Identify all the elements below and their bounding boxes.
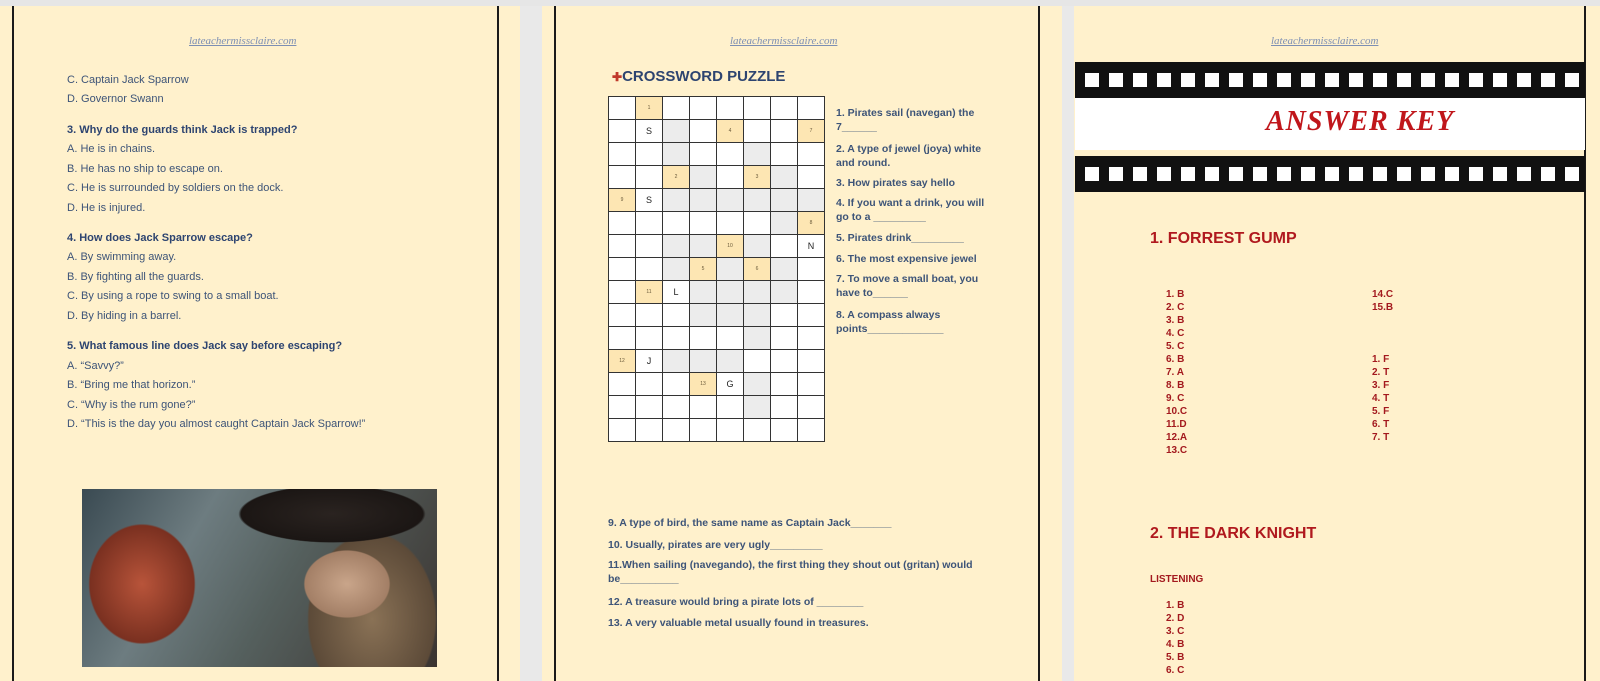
grid-cell[interactable] [744, 143, 771, 166]
grid-cell[interactable] [744, 235, 771, 258]
answer-item: 11.D [1166, 419, 1187, 430]
grid-cell[interactable] [771, 166, 798, 189]
grid-cell[interactable] [798, 327, 825, 350]
crossword-grid[interactable] [608, 96, 825, 442]
question-heading: 5. What famous line does Jack say before escaping? [67, 340, 343, 352]
grid-cell[interactable] [798, 350, 825, 373]
grid-cell[interactable] [798, 97, 825, 120]
grid-cell[interactable] [771, 419, 798, 442]
page-1-left-border [12, 6, 14, 681]
grid-cell[interactable] [609, 166, 636, 189]
grid-cell[interactable] [636, 396, 663, 419]
grid-cell[interactable] [609, 235, 636, 258]
grid-cell[interactable] [609, 304, 636, 327]
answer-item: 2. T [1372, 367, 1390, 378]
grid-cell[interactable] [663, 235, 690, 258]
grid-cell[interactable] [717, 350, 744, 373]
grid-letter-cell[interactable]: N [798, 235, 825, 258]
grid-number-cell[interactable]: 3 [744, 166, 771, 189]
page-1-right-border [497, 6, 499, 681]
crossword-clue: 12. A treasure would bring a pirate lots of ________ [608, 596, 864, 608]
grid-cell[interactable] [690, 419, 717, 442]
grid-cell[interactable] [744, 350, 771, 373]
grid-cell[interactable] [690, 212, 717, 235]
answers-forrest-gump-left [1166, 288, 1187, 457]
grid-cell[interactable] [636, 373, 663, 396]
answer-item: 6. T [1372, 419, 1390, 430]
grid-cell[interactable] [609, 120, 636, 143]
answer-option: B. “Bring me that horizon.” [67, 379, 196, 391]
grid-cell[interactable] [690, 189, 717, 212]
grid-number-cell[interactable]: 2 [663, 166, 690, 189]
answer-option: A. “Savvy?” [67, 360, 124, 372]
grid-cell[interactable] [663, 143, 690, 166]
crossword-clue: 6. The most expensive jewel [836, 253, 977, 265]
crossword-clue: 3. How pirates say hello [836, 177, 956, 189]
listening-label: LISTENING [1150, 574, 1204, 585]
grid-number-cell[interactable]: 4 [717, 120, 744, 143]
grid-cell[interactable] [798, 419, 825, 442]
grid-cell[interactable] [609, 373, 636, 396]
grid-cell[interactable] [717, 327, 744, 350]
answer-item: 1. B [1166, 600, 1185, 611]
answer-item: 3. F [1372, 380, 1390, 391]
grid-cell[interactable] [717, 143, 744, 166]
page-gutter [520, 6, 542, 681]
grid-cell[interactable] [636, 304, 663, 327]
question-heading: 3. Why do the guards think Jack is trapped? [67, 124, 298, 136]
answer-item: 10.C [1166, 406, 1188, 417]
answer-item: 15.B [1372, 302, 1394, 313]
answer-item: 5. C [1166, 341, 1185, 352]
crossword-clue: 10. Usually, pirates are very ugly_________ [608, 539, 823, 551]
grid-cell[interactable] [663, 258, 690, 281]
grid-cell[interactable] [609, 258, 636, 281]
crossword-clue: 2. A type of jewel (joya) white and round. [836, 143, 982, 169]
grid-number-cell[interactable]: 5 [690, 258, 717, 281]
grid-cell[interactable] [690, 143, 717, 166]
grid-cell[interactable] [609, 396, 636, 419]
grid-cell[interactable] [690, 304, 717, 327]
grid-cell[interactable] [771, 97, 798, 120]
answer-item: 4. C [1166, 328, 1185, 339]
grid-cell[interactable] [744, 97, 771, 120]
answer-item: 13.C [1166, 445, 1188, 456]
grid-cell[interactable] [771, 143, 798, 166]
page-2-right-border [1038, 6, 1040, 681]
grid-cell[interactable] [636, 212, 663, 235]
grid-cell[interactable] [690, 396, 717, 419]
grid-cell[interactable] [609, 212, 636, 235]
grid-cell[interactable] [744, 373, 771, 396]
crossword-clue: 4. If you want a drink, you will go to a _________ [836, 197, 985, 223]
film-strip-bottom [1075, 156, 1585, 192]
grid-cell[interactable] [636, 419, 663, 442]
page-gutter [1062, 6, 1074, 681]
grid-cell[interactable] [663, 350, 690, 373]
grid-cell[interactable] [771, 235, 798, 258]
grid-cell[interactable] [771, 120, 798, 143]
answer-item: 14.C [1372, 289, 1394, 300]
answer-option: A. He is in chains. [67, 143, 156, 155]
grid-cell[interactable] [663, 212, 690, 235]
crossword-clue: 5. Pirates drink_________ [836, 232, 964, 244]
answer-option: A. By swimming away. [67, 251, 177, 263]
crossword-clue: 13. A very valuable metal usually found in treasures. [608, 617, 869, 629]
answer-item: 12.A [1166, 432, 1188, 443]
grid-letter-cell[interactable]: S [636, 189, 663, 212]
grid-cell[interactable] [609, 419, 636, 442]
question-heading: 4. How does Jack Sparrow escape? [67, 232, 253, 244]
grid-number-cell[interactable]: 11 [636, 281, 663, 304]
answer-item: 1. F [1372, 354, 1390, 365]
grid-cell[interactable] [771, 212, 798, 235]
grid-cell[interactable] [609, 97, 636, 120]
grid-cell[interactable] [744, 281, 771, 304]
grid-cell[interactable] [690, 350, 717, 373]
answer-item: 6. C [1166, 665, 1185, 676]
film-strip-top [1075, 62, 1585, 98]
grid-cell[interactable] [771, 304, 798, 327]
grid-cell[interactable] [771, 350, 798, 373]
grid-cell[interactable] [744, 327, 771, 350]
grid-cell[interactable] [744, 396, 771, 419]
grid-cell[interactable] [744, 189, 771, 212]
grid-letter-cell[interactable]: J [636, 350, 663, 373]
grid-cell[interactable] [798, 396, 825, 419]
answer-item: 3. B [1166, 315, 1185, 326]
grid-number-cell[interactable]: 13 [690, 373, 717, 396]
grid-cell[interactable] [663, 304, 690, 327]
answer-option: B. He has no ship to escape on. [67, 163, 223, 175]
answer-item: 7. T [1372, 432, 1390, 443]
grid-cell[interactable] [690, 120, 717, 143]
grid-number-cell[interactable]: 8 [798, 212, 825, 235]
grid-cell[interactable] [690, 327, 717, 350]
grid-cell[interactable] [771, 281, 798, 304]
grid-cell[interactable] [636, 143, 663, 166]
grid-cell[interactable] [663, 327, 690, 350]
grid-cell[interactable] [717, 281, 744, 304]
section-dark-knight: 2. THE DARK KNIGHT [1150, 525, 1317, 542]
answer-item: 1. B [1166, 289, 1185, 300]
grid-cell[interactable] [690, 281, 717, 304]
grid-cell[interactable] [663, 120, 690, 143]
grid-cell[interactable] [609, 327, 636, 350]
grid-cell[interactable] [663, 419, 690, 442]
answer-option: D. “This is the day you almost caught Captain Jack Sparrow!” [67, 418, 366, 430]
grid-cell[interactable] [717, 419, 744, 442]
answer-option: D. He is injured. [67, 202, 146, 214]
grid-cell[interactable] [798, 143, 825, 166]
page-2[interactable] [542, 6, 1062, 681]
grid-cell[interactable] [636, 327, 663, 350]
grid-cell[interactable] [663, 373, 690, 396]
grid-cell[interactable] [636, 166, 663, 189]
grid-cell[interactable] [798, 304, 825, 327]
grid-cell[interactable] [663, 189, 690, 212]
page-2-left-border [554, 6, 556, 681]
answer-item: 4. T [1372, 393, 1390, 404]
grid-cell[interactable] [690, 97, 717, 120]
grid-cell[interactable] [798, 166, 825, 189]
grid-cell[interactable] [798, 373, 825, 396]
answers-true-false [1372, 353, 1389, 444]
grid-cell[interactable] [717, 166, 744, 189]
answer-item: 3. C [1166, 626, 1185, 637]
crossword-clue: 9. A type of bird, the same name as Captain Jack_______ [608, 517, 892, 529]
crossword-clue: 11.When sailing (navegando), the first thing they shout out (gritan) would be__________ [608, 559, 973, 585]
site-link[interactable]: lateachermissclaire.com [730, 35, 838, 47]
grid-cell[interactable] [636, 235, 663, 258]
section-forrest-gump: 1. FORREST GUMP [1150, 230, 1297, 247]
grid-cell[interactable] [717, 396, 744, 419]
grid-number-cell[interactable]: 1 [636, 97, 663, 120]
answer-item: 9. C [1166, 393, 1185, 404]
grid-number-cell[interactable]: 9 [609, 189, 636, 212]
grid-cell[interactable] [771, 327, 798, 350]
answer-item: 8. B [1166, 380, 1185, 391]
grid-cell[interactable] [798, 189, 825, 212]
answers-forrest-gump-right [1372, 288, 1393, 314]
crossword-clue: 8. A compass always points_____________ [836, 309, 944, 335]
grid-cell[interactable] [771, 373, 798, 396]
pirate-photo [82, 489, 437, 667]
answer-option: B. By fighting all the guards. [67, 271, 204, 283]
grid-cell[interactable] [690, 235, 717, 258]
crossword-clue: 7. To move a small boat, you have to______ [836, 273, 979, 299]
grid-cell[interactable] [717, 212, 744, 235]
grid-cell[interactable] [609, 281, 636, 304]
grid-letter-cell[interactable]: S [636, 120, 663, 143]
grid-cell[interactable] [771, 189, 798, 212]
answers-dark-knight [1166, 599, 1184, 677]
crossword-title-text: CROSSWORD PUZZLE [622, 68, 786, 85]
crossword-clue: 1. Pirates sail (navegan) the 7______ [836, 107, 975, 133]
grid-letter-cell[interactable]: G [717, 373, 744, 396]
grid-cell[interactable] [798, 281, 825, 304]
answer-item: 4. B [1166, 639, 1185, 650]
grid-number-cell[interactable]: 6 [744, 258, 771, 281]
grid-cell[interactable] [717, 304, 744, 327]
grid-number-cell[interactable]: 7 [798, 120, 825, 143]
grid-cell[interactable] [744, 212, 771, 235]
grid-number-cell[interactable]: 12 [609, 350, 636, 373]
grid-cell[interactable] [744, 304, 771, 327]
answer-option: C. “Why is the rum gone?” [67, 399, 196, 411]
answer-option: C. Captain Jack Sparrow [67, 74, 189, 86]
grid-letter-cell[interactable]: L [663, 281, 690, 304]
grid-cell[interactable] [717, 189, 744, 212]
grid-cell[interactable] [717, 97, 744, 120]
grid-cell[interactable] [690, 166, 717, 189]
answer-option: D. By hiding in a barrel. [67, 310, 182, 322]
grid-number-cell[interactable]: 10 [717, 235, 744, 258]
page-1[interactable] [0, 6, 520, 681]
answer-option: C. By using a rope to swing to a small boat. [67, 290, 279, 302]
answer-item: 5. F [1372, 406, 1390, 417]
answer-item: 5. B [1166, 652, 1185, 663]
answer-option: D. Governor Swann [67, 93, 164, 105]
grid-cell[interactable] [717, 258, 744, 281]
answer-item: 7. A [1166, 367, 1184, 378]
grid-cell[interactable] [744, 120, 771, 143]
grid-cell[interactable] [771, 396, 798, 419]
grid-cell[interactable] [636, 258, 663, 281]
answer-item: 6. B [1166, 354, 1185, 365]
grid-cell[interactable] [744, 419, 771, 442]
crossword-title [612, 68, 785, 85]
grid-cell[interactable] [771, 258, 798, 281]
grid-cell[interactable] [609, 143, 636, 166]
answer-item: 2. C [1166, 302, 1185, 313]
answer-option: C. He is surrounded by soldiers on the dock. [67, 182, 284, 194]
answer-item: 2. D [1166, 613, 1185, 624]
grid-cell[interactable] [663, 97, 690, 120]
grid-cell[interactable] [798, 258, 825, 281]
grid-cell[interactable] [663, 396, 690, 419]
site-link[interactable]: lateachermissclaire.com [189, 35, 297, 47]
site-link[interactable]: lateachermissclaire.com [1271, 35, 1379, 47]
cross-marker-icon: ✚ [612, 70, 623, 84]
answer-key-title: ANSWER KEY [1266, 106, 1455, 137]
